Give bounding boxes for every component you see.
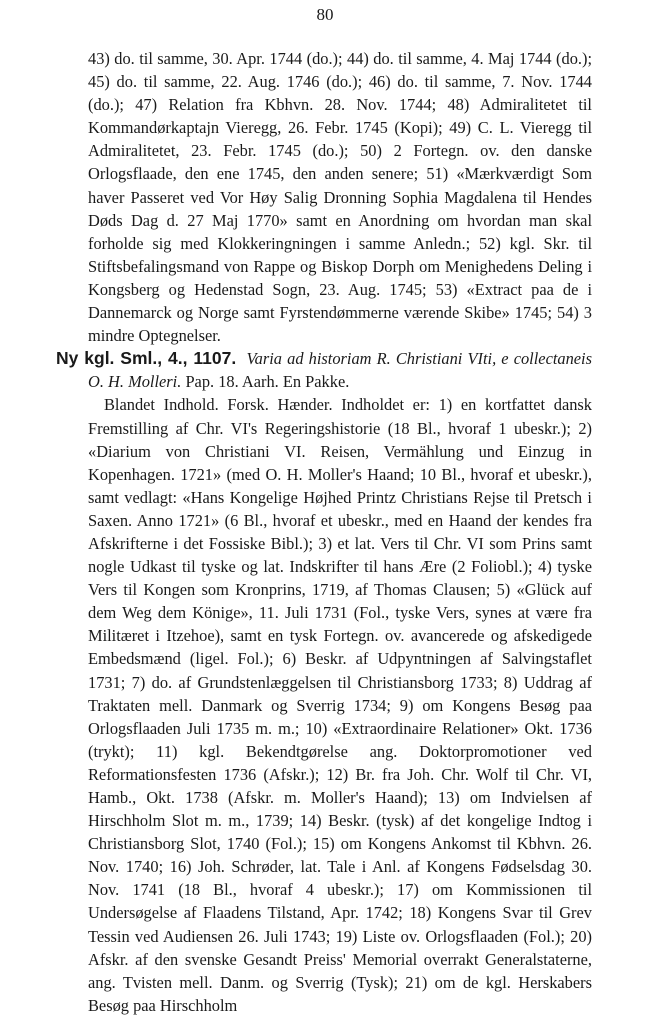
entry-meta: Pap. 18. Aarh. En Pakke. xyxy=(185,372,350,392)
page-number: 80 xyxy=(316,5,334,24)
entry-shelfmark: Ny kgl. Sml., 4., 1107. xyxy=(56,348,237,369)
text-body xyxy=(56,47,592,1017)
entry-title: Varia ad historiam R. Christiani VIti, e collectaneis O. H. Molleri. xyxy=(88,349,592,392)
catalog-entry-heading xyxy=(56,347,592,393)
paragraph-continuation: 43) do. til samme, 30. Apr. 1744 (do.); 44) do. til samme, 4. Maj 1744 (do.); 45) do. til samme, 22. Aug. 1746 (do.); 46) do. til samme, 7. Nov. 1744 (do.); 47) Relation fra Kbhvn. 28. Nov. 1744; 48) Admiralitetet til Kommandørkaptajn Vieregg, 26. Febr. 1745 (Kopi); 49) C. L. Vieregg til Admiralitetet, 23. Febr. 1745 (do.); 50) 2 Fortegn. ov. den danske Orlogsflaade, den ene 1745, den anden senere; 51) «Mærkværdigt Som haver Passeret ved Vor Høy Salig Dronning Sophia Magdalena til Hendes Døds Dag d. 27 Maj 1770» samt en Anordning om hvordan man skal forholde sig med Klokkeringningen i samme Anledn.; 52) kgl. Skr. til Stiftsbefalingsmand von Rappe og Biskop Dorph om Menighedens Deling i Kongsberg og Hedenstad Sogn, 23. Aug. 1745; 53) «Extract paa de i Dannemarck og Norge samt Fyrstendømmerne værende Skibe» 1745; 54) 3 mindre Optegnelser. xyxy=(88,49,592,346)
paragraph-main: Blandet Indhold. Forsk. Hænder. Indholdet er: 1) en kortfattet dansk Fremstilling af Chr. VI's Regeringshistorie (18 Bl., hvoraf 1 ubeskr.); 2) «Diarium von Christiani VI. Reisen, Vermählung und Einzug in Kopenhagen. 1721» (med O. H. Moller's Haand; 10 Bl., hvoraf et ubeskr.), samt vedlagt: «Hans Kongelige Højhed Printz Christians Rejse til Pretsch i Saxen. Anno 1721» (6 Bl., hvoraf et ubeskr., med en Haand der kendes fra Afskrifterne i det Fossiske Bibl.); 3) et lat. Vers til Chr. VI som Prins samt nogle Udkast til tyske og lat. Indskrifter til hans Ære (2 Foliobl.); 4) tyske Vers til Kongen som Kronprins, 1719, af Thomas Clausen; 5) «Glück auf dem Weg dem Könige», 11. Juli 1731 (Fol., tyske Vers, synes at være fra Militæret i Itzehoe), samt en tysk Fortegn. ov. avancerede og afskedigede Embedsmænd (ligel. Fol.); 6) Beskr. af Udpyntningen af Salvingstaflet 1731; 7) do. af Grundstenlæggelsen til Christiansborg 1733; 8) Uddrag af Traktaten mell. Danmark og Sverrig 1734; 9) om Kongens Besøg paa Orlogsflaaden Juli 1735 m. m.; 10) «Extraordinaire Relationer» Okt. 1736 (trykt); 11) kgl. Bekendtgørelse ang. Doktorpromotioner ved Reformationsfesten 1736 (Afskr.); 12) Br. fra Joh. Chr. Wolf til Chr. VI, Hamb., Okt. 1738 (Afskr. m. Moller's Haand); 13) om Indvielsen af Hirschholm Slot m. m., 1739; 14) Beskr. (tysk) af det kongelige Indtog i Christiansborg Slot, 1740 (Fol.); 15) om Kongens Ankomst til Kbhvn. 26. Nov. 1740; 16) Joh. Schrøder, lat. Tale i Anl. af Kongens Fødselsdag 30. Nov. 1741 (18 Bl., hvoraf 4 ubeskr.); 17) om Kommissionen til Undersøgelse af Flaadens Tilstand, Apr. 1742; 18) Kongens Svar til Grev Tessin ved Audiensen 26. Juli 1743; 19) Liste ov. Orlogsflaaden (Fol.); 20) Afskr. af den svenske Gesandt Preiss' Memorial overrakt Generalstaterne, ang. Tvisten mell. Danm. og Sverrig (Tysk); 21) om de kgl. Herskabers Besøg paa Hirschholm xyxy=(88,395,592,1015)
